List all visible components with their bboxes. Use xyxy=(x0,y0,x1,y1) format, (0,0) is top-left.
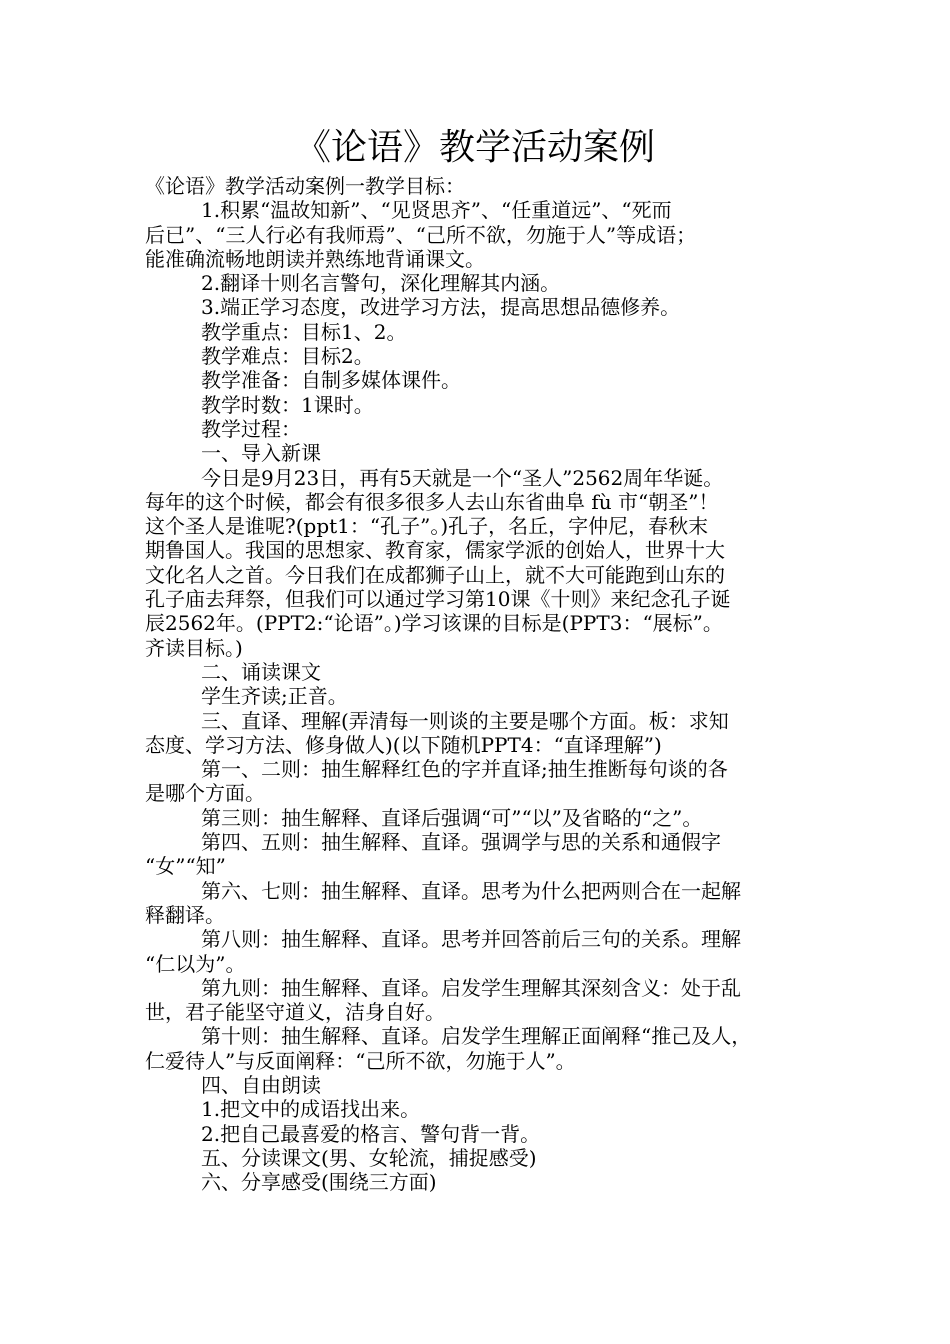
text-line: 释翻译。 xyxy=(145,902,225,927)
text-line: “仁以为”。 xyxy=(145,951,246,976)
text-line: 教学难点：目标2。 xyxy=(201,344,374,369)
text-line: 每年的这个时候，都会有很多很多人去山东省曲阜 fù 市“朝圣”！ xyxy=(145,489,719,514)
text-line: 孔子庙去拜祭，但我们可以通过学习第10课《十则》来纪念孔子诞 xyxy=(145,587,731,612)
text-line: 第一、二则：抽生解释红色的字并直译;抽生推断每句谈的各 xyxy=(201,757,728,782)
text-line: 齐读目标。) xyxy=(145,635,243,660)
text-line: “女”“知” xyxy=(145,854,226,879)
text-line: 第三则：抽生解释、直译后强调“可”“以”及省略的“之”。 xyxy=(201,805,703,830)
text-line: 世，君子能坚守道义，洁身自好。 xyxy=(145,1000,445,1025)
text-line: 学生齐读;正音。 xyxy=(201,684,348,709)
text-line: 今日是9月23日，再有5天就是一个“圣人”2562周年华诞。 xyxy=(201,465,724,490)
text-line: 六、分享感受(围绕三方面) xyxy=(201,1170,437,1195)
text-line: 《论语》教学活动案例一教学目标： xyxy=(145,174,465,198)
document-title: 《论语》教学活动案例 xyxy=(294,127,655,168)
text-line: 3.端正学习态度，改进学习方法，提高思想品德修养。 xyxy=(201,295,681,320)
text-line: 一、导入新课 xyxy=(201,441,321,466)
text-line: 第十则：抽生解释、直译。启发学生理解正面阐释“推己及人， xyxy=(201,1024,752,1049)
text-line: 1.把文中的成语找出来。 xyxy=(201,1097,421,1122)
text-line: 二、诵读课文 xyxy=(201,659,321,684)
text-line: 第九则：抽生解释、直译。启发学生理解其深刻含义：处于乱 xyxy=(201,975,741,1000)
text-line: 教学重点：目标1、2。 xyxy=(201,319,407,344)
text-line: 三、直译、理解(弄清每一则谈的主要是哪个方面。板：求知 xyxy=(201,708,729,733)
document-body xyxy=(145,174,825,1194)
text-line: 态度、学习方法、修身做人)(以下随机PPT4：“直译理解”) xyxy=(145,732,662,757)
text-line: 能准确流畅地朗读并熟练地背诵课文。 xyxy=(145,246,485,271)
text-line: 第六、七则：抽生解释、直译。思考为什么把两则合在一起解 xyxy=(201,878,741,903)
text-line: 四、自由朗读 xyxy=(201,1072,321,1097)
text-line: 2.翻译十则名言警句，深化理解其内涵。 xyxy=(201,271,561,296)
text-line: 是哪个方面。 xyxy=(145,781,265,806)
text-line: 1.积累“温故知新”、“见贤思齐”、“任重道远”、“死而 xyxy=(201,198,672,223)
text-line: 辰2562年。(PPT2:“论语”。)学习该课的目标是(PPT3：“展标”。 xyxy=(145,611,723,636)
text-line: 期鲁国人。我国的思想家、教育家，儒家学派的创始人，世界十大 xyxy=(145,538,725,563)
text-line: 五、分读课文(男、女轮流，捕捉感受) xyxy=(201,1145,537,1170)
text-line: 后已”、“三人行必有我师焉”、“己所不欲，勿施于人”等成语； xyxy=(145,222,697,247)
text-line: 文化名人之首。今日我们在成都狮子山上，就不大可能跑到山东的 xyxy=(145,562,725,587)
text-line: 教学过程： xyxy=(201,416,301,441)
text-line: 教学时数：1课时。 xyxy=(201,392,374,417)
text-line: 第四、五则：抽生解释、直译。强调学与思的关系和通假字 xyxy=(201,830,721,855)
text-line: 这个圣人是谁呢?(ppt1：“孔子”。)孔子，名丘，字仲尼，春秋末 xyxy=(145,514,709,539)
text-line: 教学准备：自制多媒体课件。 xyxy=(201,368,461,393)
text-line: 第八则：抽生解释、直译。思考并回答前后三句的关系。理解 xyxy=(201,927,741,952)
text-line: 2.把自己最喜爱的格言、警句背一背。 xyxy=(201,1121,541,1146)
text-line: 仁爱待人”与反面阐释：“己所不欲，勿施于人”。 xyxy=(145,1048,576,1073)
